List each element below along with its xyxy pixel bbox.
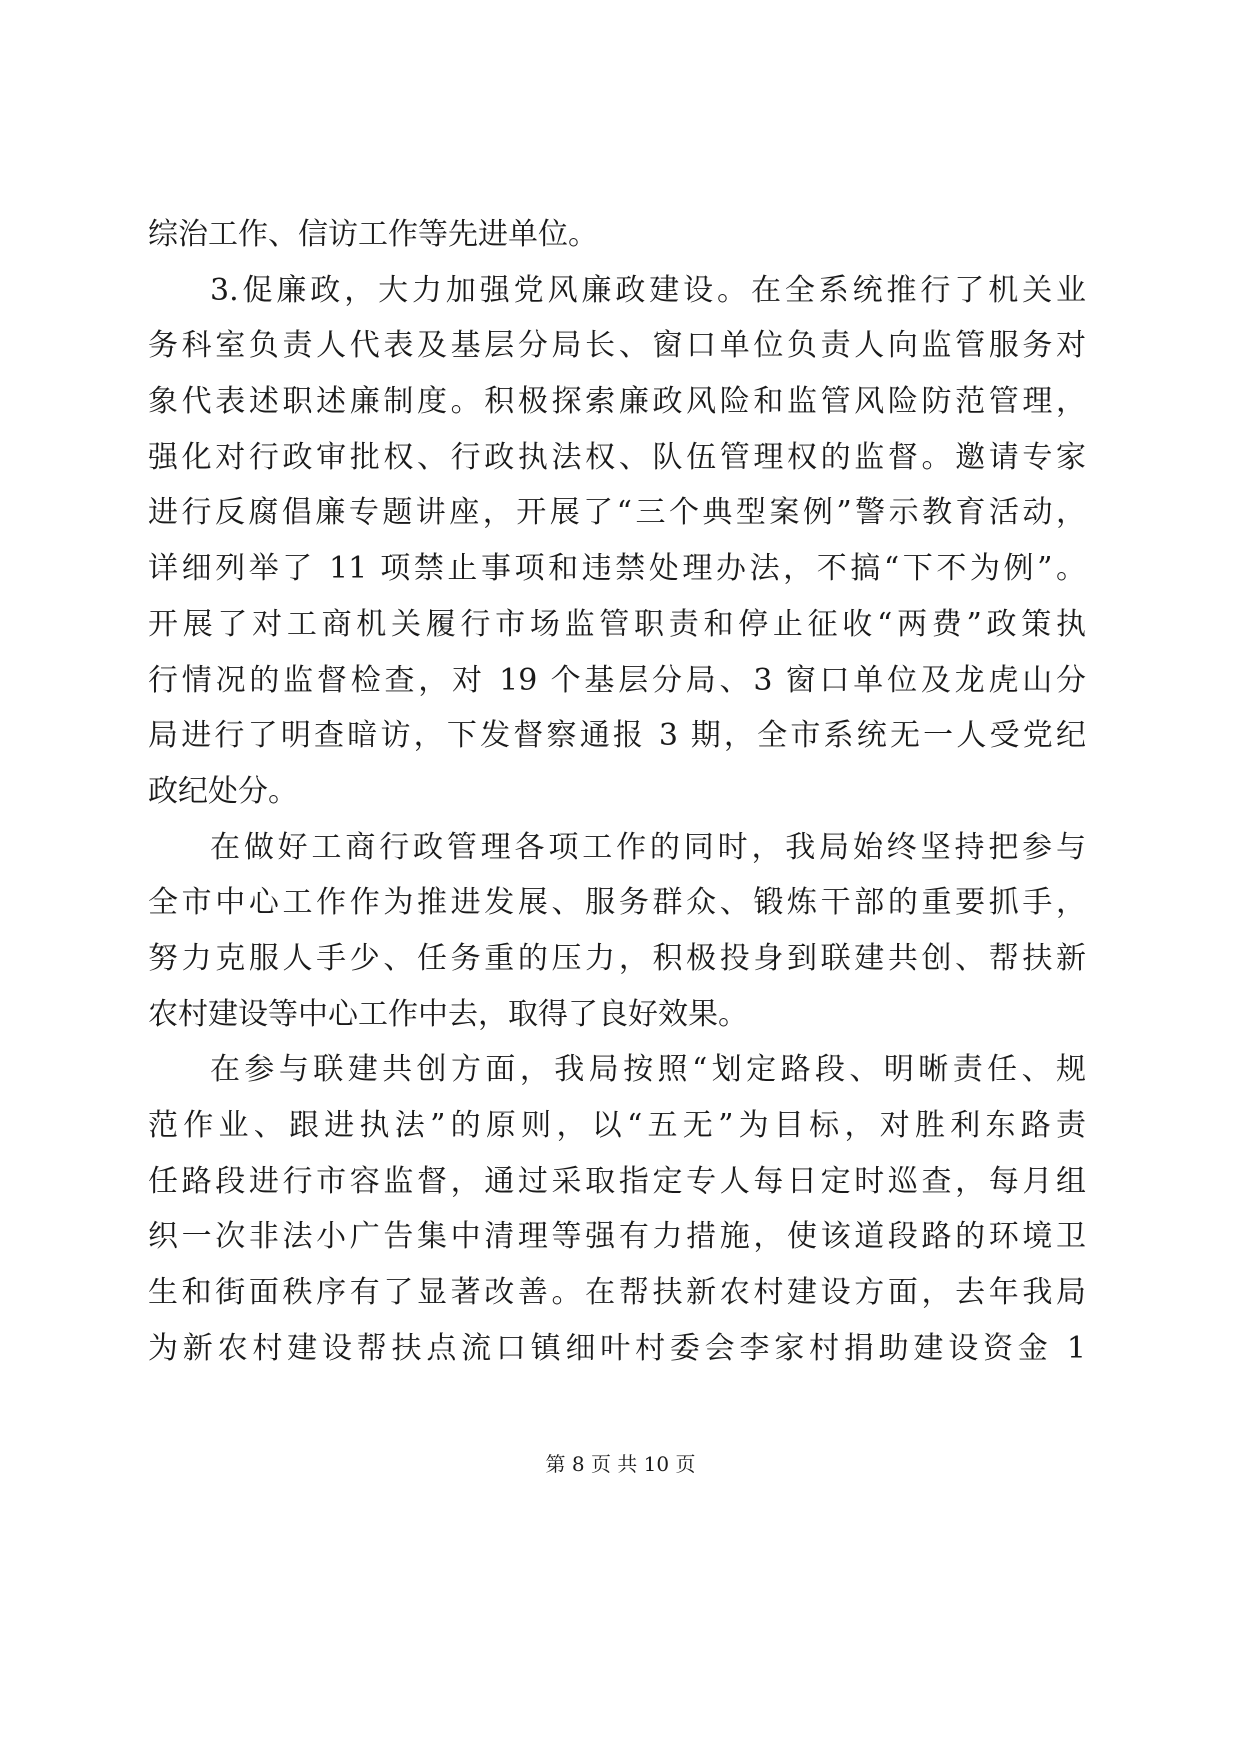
text-line: 象代表述职述廉制度。积极探索廉政风险和监管风险防范管理， [148, 384, 1086, 420]
text-line: 农村建设等中心工作中去，取得了良好效果。 [148, 996, 748, 1032]
text-line: 进行反腐倡廉专题讲座，开展了“三个典型案例”警示教育活动， [148, 495, 1086, 531]
text-line: 为新农村建设帮扶点流口镇细叶村委会李家村捐助建设资金 1 [148, 1330, 1086, 1366]
text-line: 开展了对工商机关履行市场监管职责和停止征收“两费”政策执 [148, 606, 1086, 642]
text-line: 行情况的监督检查，对 19 个基层分局、3 窗口单位及龙虎山分 [148, 662, 1086, 698]
text-line: 生和街面秩序有了显著改善。在帮扶新农村建设方面，去年我局 [148, 1275, 1086, 1311]
text-line: 任路段进行市容监督，通过采取指定专人每日定时巡查，每月组 [148, 1163, 1086, 1199]
text-line: 在做好工商行政管理各项工作的同时，我局始终坚持把参与 [210, 829, 1086, 865]
text-line: 务科室负责人代表及基层分局长、窗口单位负责人向监管服务对 [148, 328, 1086, 364]
text-line: 政纪处分。 [148, 773, 298, 809]
text-line: 局进行了明查暗访，下发督察通报 3 期，全市系统无一人受党纪 [148, 718, 1086, 754]
document-body [148, 207, 1086, 1376]
text-line: 3.促廉政，大力加强党风廉政建设。在全系统推行了机关业 [210, 272, 1086, 308]
text-line: 全市中心工作作为推进发展、服务群众、锻炼干部的重要抓手， [148, 885, 1086, 921]
text-line: 综治工作、信访工作等先进单位。 [148, 217, 598, 252]
text-line: 努力克服人手少、任务重的压力，积极投身到联建共创、帮扶新 [148, 940, 1086, 976]
text-line: 强化对行政审批权、行政执法权、队伍管理权的监督。邀请专家 [148, 439, 1086, 475]
text-line: 详细列举了 11 项禁止事项和违禁处理办法，不搞“下不为例”。 [148, 551, 1086, 587]
page-footer: 第 8 页 共 10 页 [545, 1452, 696, 1476]
text-line: 在参与联建共创方面，我局按照“划定路段、明晰责任、规 [210, 1052, 1086, 1088]
text-line: 织一次非法小广告集中清理等强有力措施，使该道段路的环境卫 [148, 1219, 1086, 1255]
text-line: 范作业、跟进执法”的原则，以“五无”为目标，对胜利东路责 [148, 1108, 1086, 1143]
